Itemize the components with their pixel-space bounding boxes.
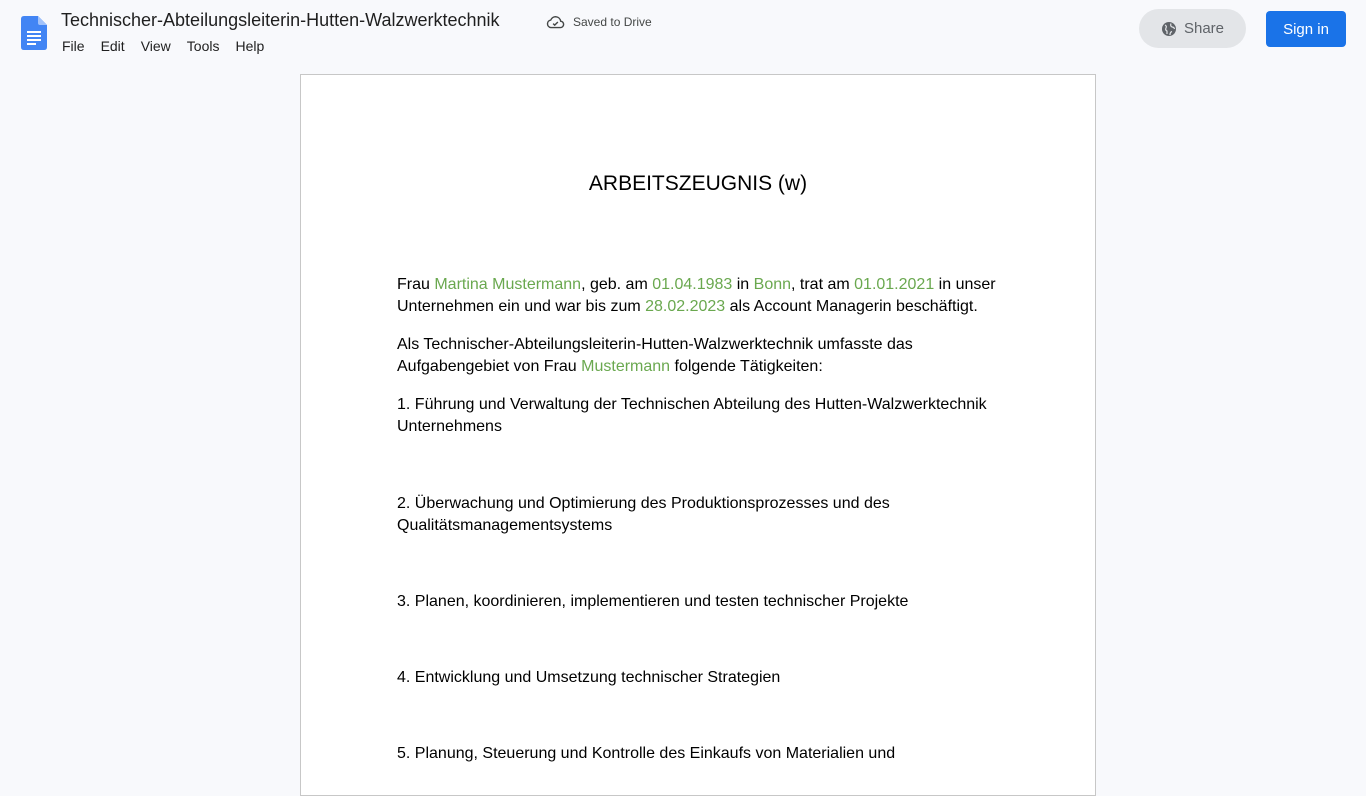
employee-name: Martina Mustermann	[434, 276, 582, 293]
menu-tools[interactable]: Tools	[186, 38, 220, 54]
end-date: 28.02.2023	[645, 298, 726, 315]
birth-date: 01.04.1983	[652, 276, 733, 293]
globe-icon	[1161, 21, 1177, 37]
menu-bar	[54, 36, 272, 56]
cloud-done-icon	[546, 14, 565, 30]
sign-in-button[interactable]: Sign in	[1266, 11, 1346, 47]
intro-paragraph: Frau Martina Mustermann, geb. am 01.04.1983 in Bonn, trat am 01.01.2021 in unser Unternehmen ein und war bis zum 28.02.2023 als Account Managerin beschäftigt.	[397, 276, 996, 315]
employee-surname: Mustermann	[581, 358, 671, 375]
task-item-4: 4. Entwicklung und Umsetzung technischer Strategien	[397, 669, 781, 686]
top-bar	[0, 0, 1366, 64]
menu-view[interactable]: View	[140, 38, 171, 54]
document-title[interactable]: Technischer-Abteilungsleiterin-Hutten-Walzwerktechnik	[61, 10, 500, 30]
task-item-5: 5. Planung, Steuerung und Kontrolle des Einkaufs von Materialien und	[397, 745, 896, 762]
birth-place: Bonn	[753, 276, 792, 293]
menu-file[interactable]: File	[62, 38, 85, 54]
menu-help[interactable]: Help	[235, 38, 265, 54]
document-page[interactable]	[300, 74, 1096, 796]
document-heading: ARBEITSZEUGNIS (w)	[588, 172, 808, 195]
menu-edit[interactable]: Edit	[100, 38, 125, 54]
start-date: 01.01.2021	[854, 276, 935, 293]
save-status-label: Saved to Drive	[573, 15, 652, 29]
task-item-2: 2. Überwachung und Optimierung des Produktionsprozesses und des Qualitätsmanagementsystems	[397, 495, 890, 534]
share-label: Share	[1183, 20, 1225, 37]
tasks-intro-paragraph: Als Technischer-Abteilungsleiterin-Hutten-Walzwerktechnik umfasste das Aufgabengebiet von Frau Mustermann folgende Tätigkeiten:	[397, 336, 913, 375]
task-item-3: 3. Planen, koordinieren, implementieren und testen technischer Projekte	[397, 593, 909, 610]
share-button[interactable]	[1139, 9, 1246, 48]
save-status[interactable]	[546, 14, 652, 30]
google-docs-icon[interactable]	[21, 16, 47, 50]
task-item-1: 1. Führung und Verwaltung der Technischen Abteilung des Hutten-Walzwerktechnik Unternehmens	[397, 396, 987, 435]
